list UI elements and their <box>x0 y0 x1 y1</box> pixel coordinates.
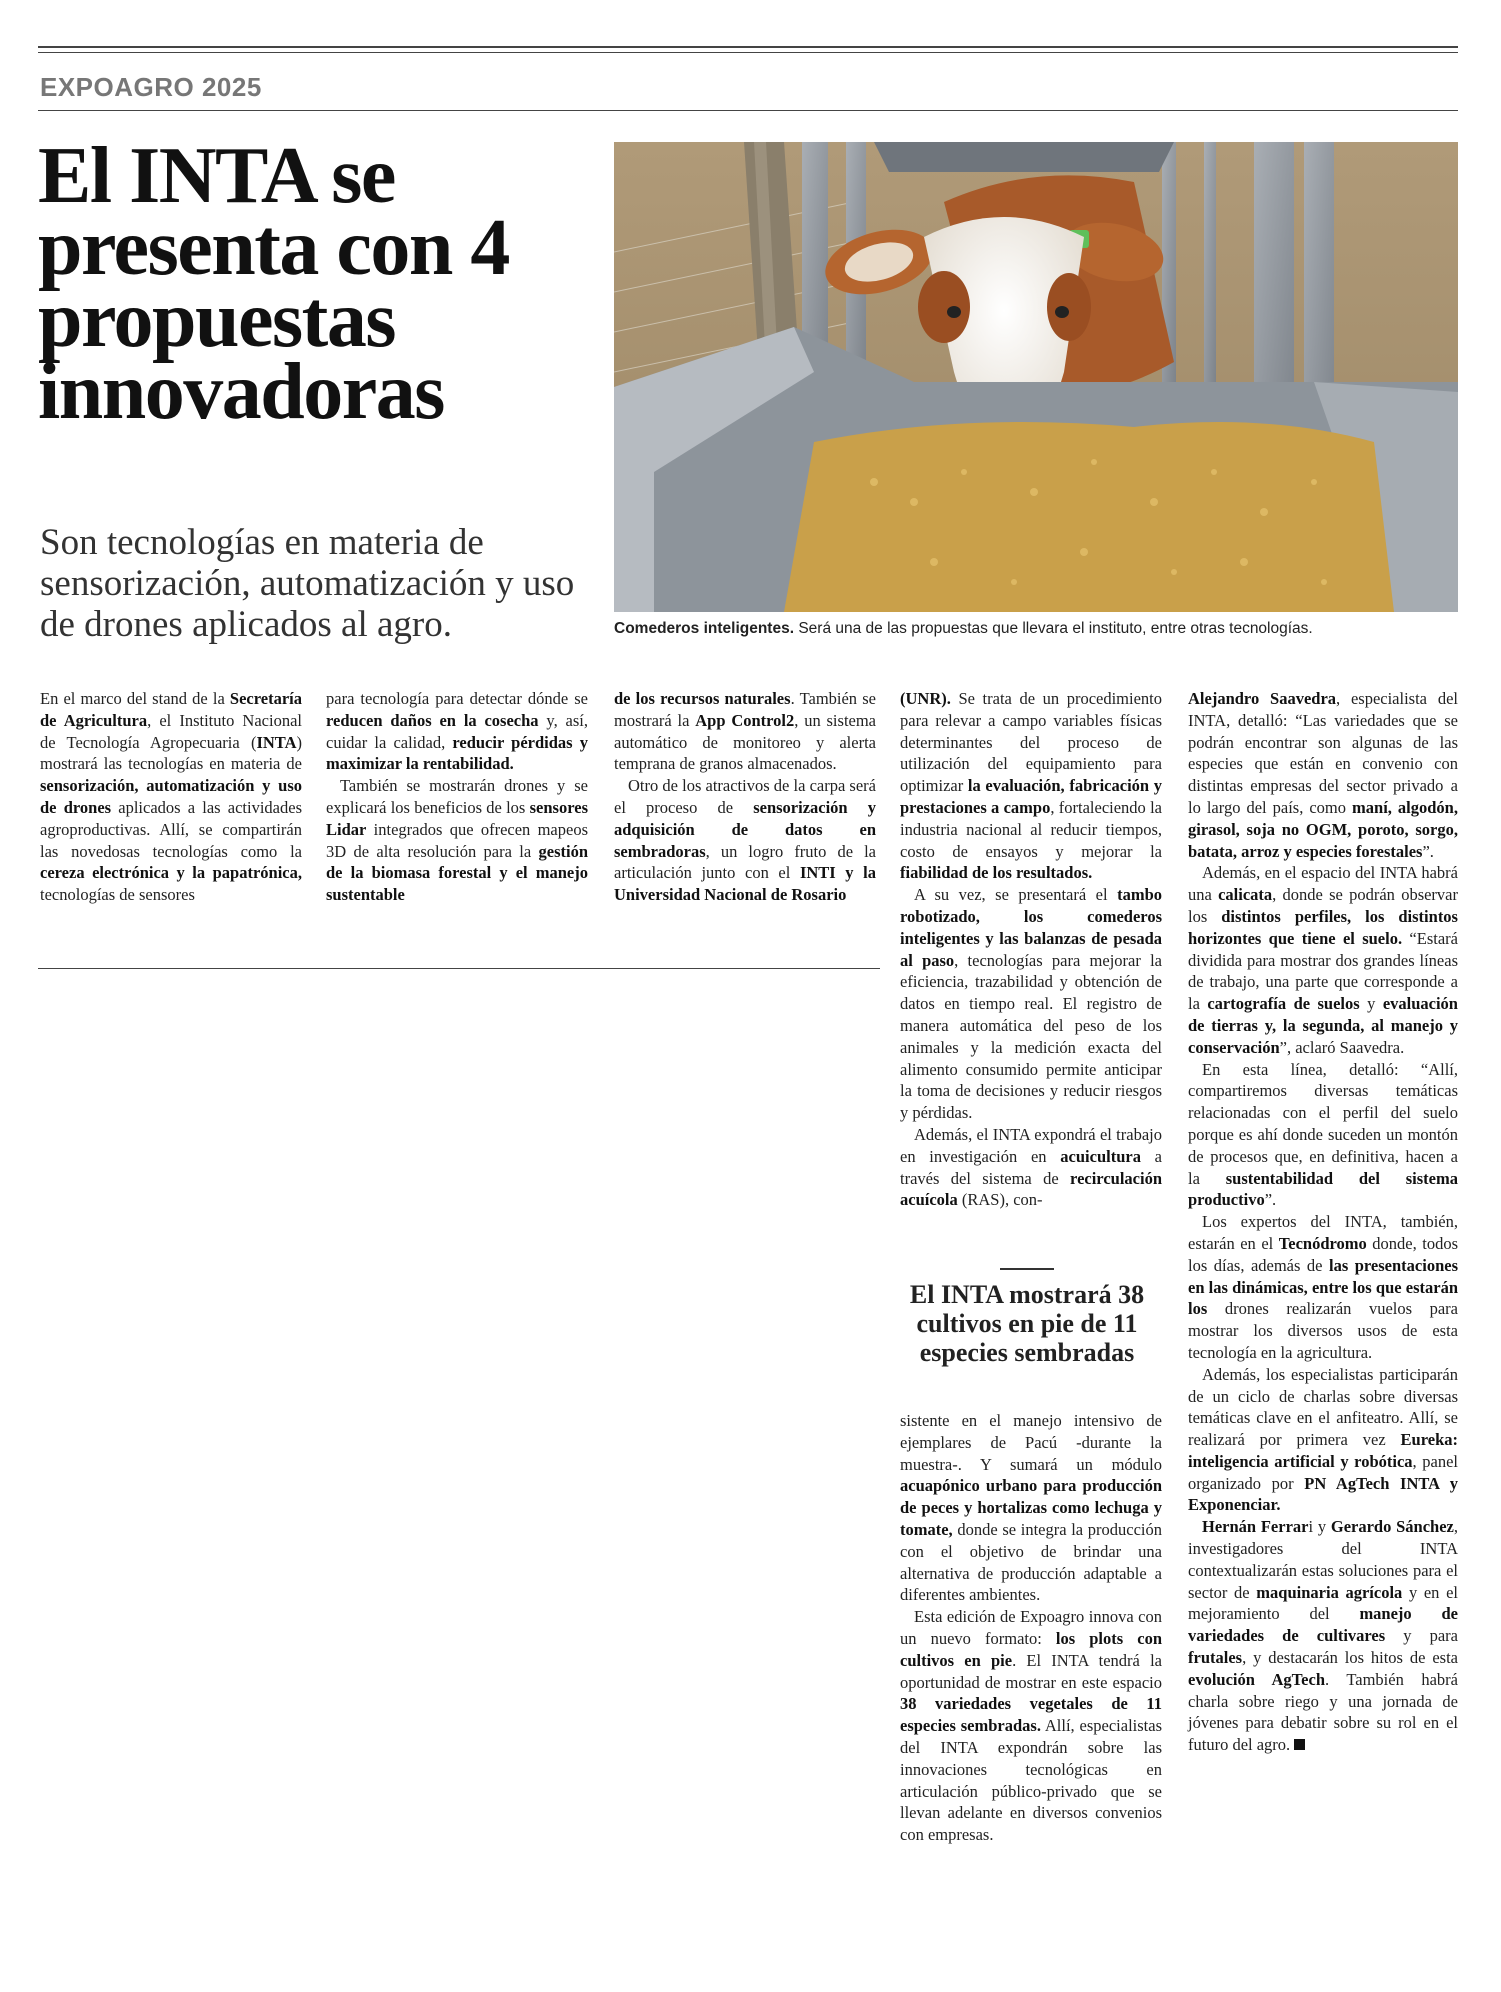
text: Otro de los atractivos de la carpa será el proceso de <box>614 776 876 817</box>
bold-text: manejo de variedades de cultivares <box>1188 1604 1458 1646</box>
bold-text: INTI y la Universidad Nacional de Rosario <box>614 863 876 905</box>
bold-text: sensorización y adquisición de datos en sembradoras <box>614 797 876 861</box>
text: , y destacarán los hitos de esta <box>1242 1648 1458 1668</box>
text: , donde se podrán observar los <box>1188 885 1458 926</box>
paragraph <box>326 775 588 906</box>
bold-text: maní, algodón, girasol, soja no OGM, poroto, sorgo, batata, arroz y especies forestales <box>1188 797 1458 861</box>
bold-text: Secretaría de Agricultura <box>40 689 302 730</box>
text: ”, aclaró Saavedra. <box>1279 1037 1405 1057</box>
text: A su vez, se presentará el <box>914 885 1118 905</box>
text: ) mostrará las tecnologías en materia de <box>40 732 302 774</box>
bold-text: acuicultura <box>1060 1146 1141 1166</box>
pullquote: El INTA mostrará 38 cultivos en pie de 11 especies sembradas <box>909 1280 1145 1367</box>
text: Esta edición de Expoagro innova con un nuevo formato: <box>900 1607 1162 1648</box>
text: , investigadores del INTA contextualizarán estas soluciones para el sector de <box>1188 1517 1458 1602</box>
mid-page-rule <box>38 968 880 969</box>
headline: El INTA se presenta con 4 propuestas innovadoras <box>38 132 509 436</box>
text: y para <box>1385 1626 1458 1646</box>
text: donde, todos los días, además de <box>1188 1233 1458 1275</box>
text: (RAS), con- <box>957 1190 1043 1210</box>
text: Además, los especialistas participarán de un ciclo de charlas sobre diversas temáticas clave en el anfiteatro. Allí, se realizará por primera vez <box>1188 1364 1458 1450</box>
text: . El INTA tendrá la oportunidad de mostrar en este espacio <box>900 1650 1162 1692</box>
text: drones realizarán vuelos para mostrar los diversos usos de esta tecnología en la agricultura. <box>1188 1299 1458 1362</box>
bold-text: frutales <box>1188 1648 1243 1668</box>
text: aplicados a las actividades agroproductivas. Allí, se compartirán las novedosas tecnologías como la <box>40 797 302 861</box>
paragraph <box>1188 1211 1458 1364</box>
bold-text: sensores Lidar <box>326 797 588 839</box>
bold-text: gestión de la biomasa forestal y el manejo sustentable <box>326 841 588 905</box>
text: También se mostrarán drones y se explicará los beneficios de los <box>326 776 588 817</box>
bold-text: fiabilidad de los resultados. <box>900 863 1093 883</box>
bold-text: Hernán Ferrar <box>1202 1517 1309 1537</box>
text: , un logro fruto de la articulación junto con el <box>614 841 876 883</box>
photo-caption <box>614 620 1464 638</box>
article-column-1 <box>40 688 302 906</box>
bold-text: la evaluación, fabricación y prestaciones a campo <box>900 776 1162 817</box>
bold-text: de los recursos naturales <box>614 689 791 708</box>
text: “Estará dividida para mostrar dos grandes líneas de trabajo, una parte que corresponde a la <box>1188 928 1458 1014</box>
bold-text: cartografía de suelos <box>1207 994 1360 1014</box>
bold-text: evaluación de tierras y, la segunda, al manejo y conservación <box>1188 994 1458 1057</box>
section-label: EXPOAGRO 2025 <box>40 72 262 102</box>
cow-feeder-photo <box>614 142 1458 612</box>
text: , un sistema automático de monitoreo y alerta temprana de granos almacenados. <box>614 710 877 774</box>
bold-text: App Control2 <box>695 710 795 730</box>
text: sistente en el manejo intensivo de ejemplares de Pacú -durante la muestra-. Y sumará un módulo <box>900 1411 1162 1474</box>
text: donde se integra la producción con el objetivo de brindar una alternativa de producción adaptable a diferentes ambientes. <box>900 1519 1162 1605</box>
text: Los expertos del INTA, también, estarán en el <box>1188 1212 1458 1253</box>
article-column-3 <box>614 688 876 906</box>
caption-text: Será una de las propuestas que llevara el instituto, entre otras tecnologías. <box>794 620 1313 637</box>
paragraph <box>326 688 588 775</box>
bold-text: recirculación acuícola <box>900 1168 1162 1210</box>
paragraph <box>1188 688 1458 862</box>
text: . También habrá charla sobre riego y una jornada de jóvenes para debatir sobre su rol en el futuro del agro. <box>1188 1669 1458 1755</box>
text: ”. <box>1264 1190 1277 1210</box>
bold-text: las presentaciones en las dinámicas, entre los que estarán los <box>1188 1255 1459 1319</box>
bold-text: cereza electrónica y la papatrónica, <box>40 863 302 883</box>
article-column-5 <box>1188 688 1458 1756</box>
paragraph <box>900 1606 1162 1846</box>
bold-text: 38 variedades vegetales de 11 especies sembradas. <box>900 1694 1162 1736</box>
bold-text: maquinaria agrícola <box>1256 1582 1403 1602</box>
bold-text: sustentabilidad del sistema productivo <box>1188 1168 1458 1210</box>
text: , tecnologías para mejorar la eficiencia, trazabilidad y obtención de datos en tiempo real. El registro de manera automática del peso de los animales y la medición exacta del alimento consumido permite anticipar la toma de decisiones y reducir riesgos y pérdidas. <box>900 950 1162 1123</box>
paragraph <box>1188 1059 1458 1212</box>
deck-subtitle: Son tecnologías en materia de sensorización, automatización y uso de drones aplicados al agro. <box>40 522 575 645</box>
paragraph <box>614 688 876 775</box>
text: ”. <box>1422 841 1434 861</box>
paragraph <box>900 688 1162 884</box>
bold-text: acuapónico urbano para producción de peces y hortalizas como lechuga y tomate, <box>900 1476 1162 1539</box>
bold-text: tambo robotizado, los comederos inteligentes y las balanzas de pesada al paso <box>900 885 1162 970</box>
section-rule <box>38 110 1458 111</box>
paragraph <box>900 884 1162 1124</box>
bold-text: reducen daños en la cosecha <box>326 710 539 730</box>
text: y en el mejoramiento del <box>1188 1582 1458 1624</box>
photo-illustration <box>614 142 1458 612</box>
text: En el marco del stand de la <box>40 689 230 708</box>
text: tecnologías de sensores <box>40 885 195 905</box>
bold-text: PN AgTech INTA y Exponenciar. <box>1188 1473 1459 1515</box>
text: Allí, especialistas del INTA expondrán sobre las innovaciones tecnológicas en articulación público-privado que se llevan adelante en diversos convenios con empresas. <box>900 1716 1162 1845</box>
text: a través del sistema de <box>900 1146 1162 1188</box>
pullquote-rule <box>1000 1268 1054 1270</box>
paragraph <box>1188 1364 1458 1517</box>
text: i y <box>1308 1517 1331 1537</box>
paragraph <box>1188 1516 1458 1756</box>
text: Además, el INTA expondrá el trabajo en investigación en <box>900 1124 1162 1166</box>
text: , fortaleciendo la industria nacional al reducir tiempos, costo de ensayos y mejorar la <box>900 797 1162 861</box>
article-column-2 <box>326 688 588 906</box>
article-column-4-top <box>900 688 1162 1211</box>
text: , especialista del INTA, detalló: “Las variedades que se podrán encontrar son algunas de las especies que están en convenio con distintas empresas del sector privado a lo largo del país, como <box>1188 689 1458 817</box>
bold-text: Eureka: inteligencia artificial y robótica <box>1188 1430 1458 1471</box>
text: En esta línea, detalló: “Allí, compartiremos diversas temáticas relacionadas con el perfil del suelo porque es ahí donde suceden un montón de procesos que, en definitiva, hacen a la <box>1188 1059 1458 1188</box>
bold-text: Gerardo Sánchez <box>1330 1517 1454 1537</box>
text: , panel organizado por <box>1188 1451 1459 1493</box>
text: Se trata de un procedimiento para relevar a campo variables físicas determinantes del proceso de utilización del equipamiento para optimizar <box>900 689 1162 796</box>
paragraph <box>1188 862 1458 1058</box>
paragraph <box>900 1124 1162 1211</box>
bold-text: reducir pérdidas y maximizar la rentabilidad. <box>326 732 588 774</box>
bold-text: calicata <box>1218 885 1273 905</box>
paragraph <box>40 688 302 906</box>
text: para tecnología para detectar dónde se <box>326 689 588 708</box>
text: , el Instituto Nacional de Tecnología Agropecuaria ( <box>40 710 302 752</box>
text: Además, en el espacio del INTA habrá una <box>1188 863 1458 905</box>
text: integrados que ofrecen mapeos 3D de alta resolución para la <box>326 819 588 861</box>
bold-text: distintos perfiles, los distintos horizontes que tiene el suelo. <box>1188 906 1458 948</box>
bold-text: los plots con cultivos en pie <box>900 1628 1163 1670</box>
bold-text: Alejandro Saavedra <box>1188 689 1337 708</box>
paragraph <box>614 775 876 906</box>
bold-text: (UNR). <box>900 689 951 708</box>
bold-text: Tecnódromo <box>1278 1233 1367 1253</box>
article-column-4-bottom <box>900 1410 1162 1846</box>
paragraph <box>900 1410 1162 1606</box>
top-double-rule-2 <box>38 52 1458 53</box>
text: . También se mostrará la <box>614 689 876 730</box>
text: y <box>1359 994 1383 1014</box>
bold-text: sensorización, automatización y uso de drones <box>40 776 302 817</box>
text: y, así, cuidar la calidad, <box>326 710 588 752</box>
bold-text: INTA <box>256 732 297 752</box>
caption-title: Comederos inteligentes. <box>614 620 795 637</box>
top-double-rule-1 <box>38 46 1458 48</box>
end-mark-icon <box>1294 1739 1305 1750</box>
bold-text: evolución AgTech <box>1188 1669 1325 1689</box>
